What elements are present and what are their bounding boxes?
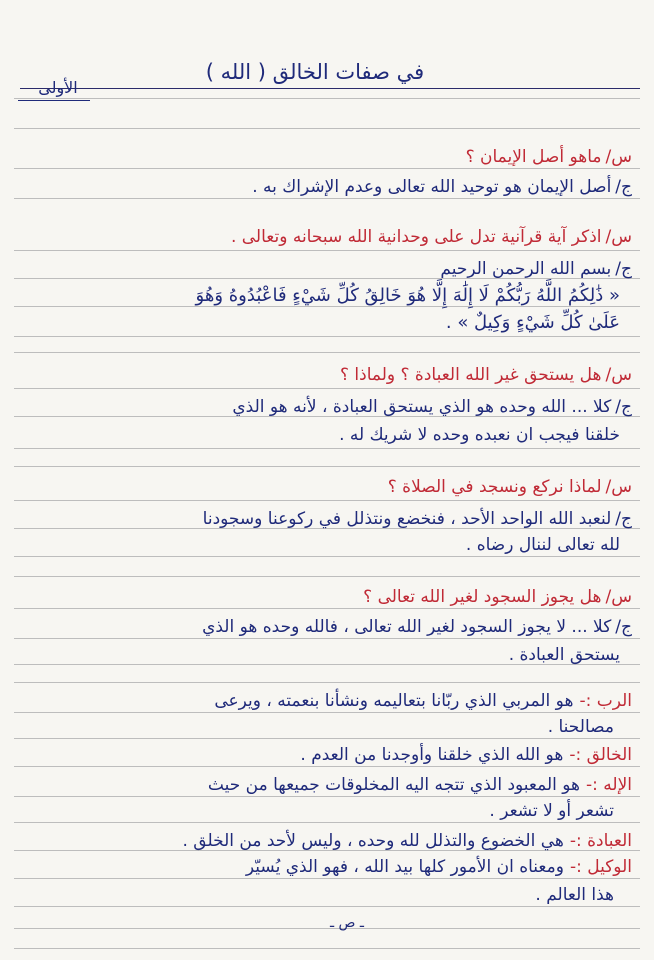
lesson-underline — [18, 100, 90, 101]
rule-line — [14, 500, 640, 501]
question-3: س/هل يستحق غير الله العبادة ؟ ولماذا ؟ — [339, 365, 632, 385]
answer-4-line-2: لله تعالى لننال رضاه . — [465, 535, 620, 555]
question-2: س/اذكر آية قرآنية تدل على وحدانية الله سبحانه وتعالى . — [230, 227, 632, 247]
title-underline — [20, 88, 640, 89]
footer-mark: ـ ص ـ — [330, 915, 365, 931]
rule-line — [14, 948, 640, 949]
rule-line — [14, 822, 640, 823]
definition-khaliq: الخالق :-هو الله الذي خلقنا وأوجدنا من العدم . — [300, 745, 632, 765]
answer-3-line-1: ج/كلا ... الله وحده هو الذي يستحق العبادة ، لأنه هو الذي — [232, 397, 632, 417]
answer-3-line-2: خلقنا فيجب ان نعبده وحده لا شريك له . — [339, 425, 620, 445]
rule-line — [14, 738, 640, 739]
rule-line — [14, 168, 640, 169]
rule-line — [14, 796, 640, 797]
question-5: س/هل يجوز السجود لغير الله تعالى ؟ — [363, 587, 632, 607]
answer-2-line-2: « ذَٰلِكُمُ اللَّهُ رَبُّكُمْ لَا إِلَٰهَ إِلَّا هُوَ خَالِقُ كُلِّ شَيْءٍ فَاعْبُدُوهُ وَهُوَ — [195, 285, 620, 306]
rule-line — [14, 556, 640, 557]
page-title: في صفات الخالق ( الله ) — [205, 60, 425, 84]
rule-line — [14, 638, 640, 639]
rule-line — [14, 250, 640, 251]
definition-wakil: الوكيل :-ومعناه ان الأمور كلها بيد الله ، فهو الذي يُسيّر — [245, 857, 632, 877]
question-4: س/لماذا نركع ونسجد في الصلاة ؟ — [387, 477, 632, 497]
question-1: س/ماهو أصل الإيمان ؟ — [465, 147, 632, 167]
rule-line — [14, 928, 640, 929]
rule-line — [14, 608, 640, 609]
definition-rabb-line-2: مصالحنا . — [547, 717, 614, 737]
definition-rabb: الرب :-هو المربي الذي ربّانا بتعاليمه ونشأنا بنعمته ، ويرعى — [214, 691, 632, 711]
lesson-label: الأولى — [38, 78, 78, 97]
definition-ilah-line-2: تشعر أو لا تشعر . — [489, 801, 614, 821]
rule-line — [14, 352, 640, 353]
definition-ibada: العبادة :-هي الخضوع والتذلل لله وحده ، وليس لأحد من الخلق . — [182, 831, 632, 851]
rule-line — [14, 576, 640, 577]
rule-line — [14, 448, 640, 449]
rule-line — [14, 712, 640, 713]
rule-line — [14, 682, 640, 683]
answer-2-line-1: ج/بسم الله الرحمن الرحيم — [440, 259, 632, 279]
answer-5-line-2: يستحق العبادة . — [508, 645, 620, 665]
answer-1-line-1: ج/أصل الإيمان هو توحيد الله تعالى وعدم الإشراك به . — [252, 177, 632, 197]
answer-4-line-1: ج/لنعبد الله الواحد الأحد ، فنخضع ونتذلل في ركوعنا وسجودنا — [202, 509, 632, 529]
rule-line — [14, 766, 640, 767]
definition-ilah: الإله :-هو المعبود الذي تتجه اليه المخلوقات جميعها من حيث — [207, 775, 632, 795]
rule-line — [14, 198, 640, 199]
rule-line — [14, 466, 640, 467]
definition-wakil-line-2: هذا العالم . — [535, 885, 614, 905]
rule-line — [14, 336, 640, 337]
rule-line — [14, 98, 640, 99]
answer-2-line-3: عَلَىٰ كُلِّ شَيْءٍ وَكِيلٌ » . — [445, 312, 620, 333]
rule-line — [14, 878, 640, 879]
rule-line — [14, 128, 640, 129]
rule-line — [14, 906, 640, 907]
rule-line — [14, 388, 640, 389]
answer-5-line-1: ج/كلا ... لا يجوز السجود لغير الله تعالى ، فالله وحده هو الذي — [202, 617, 632, 637]
